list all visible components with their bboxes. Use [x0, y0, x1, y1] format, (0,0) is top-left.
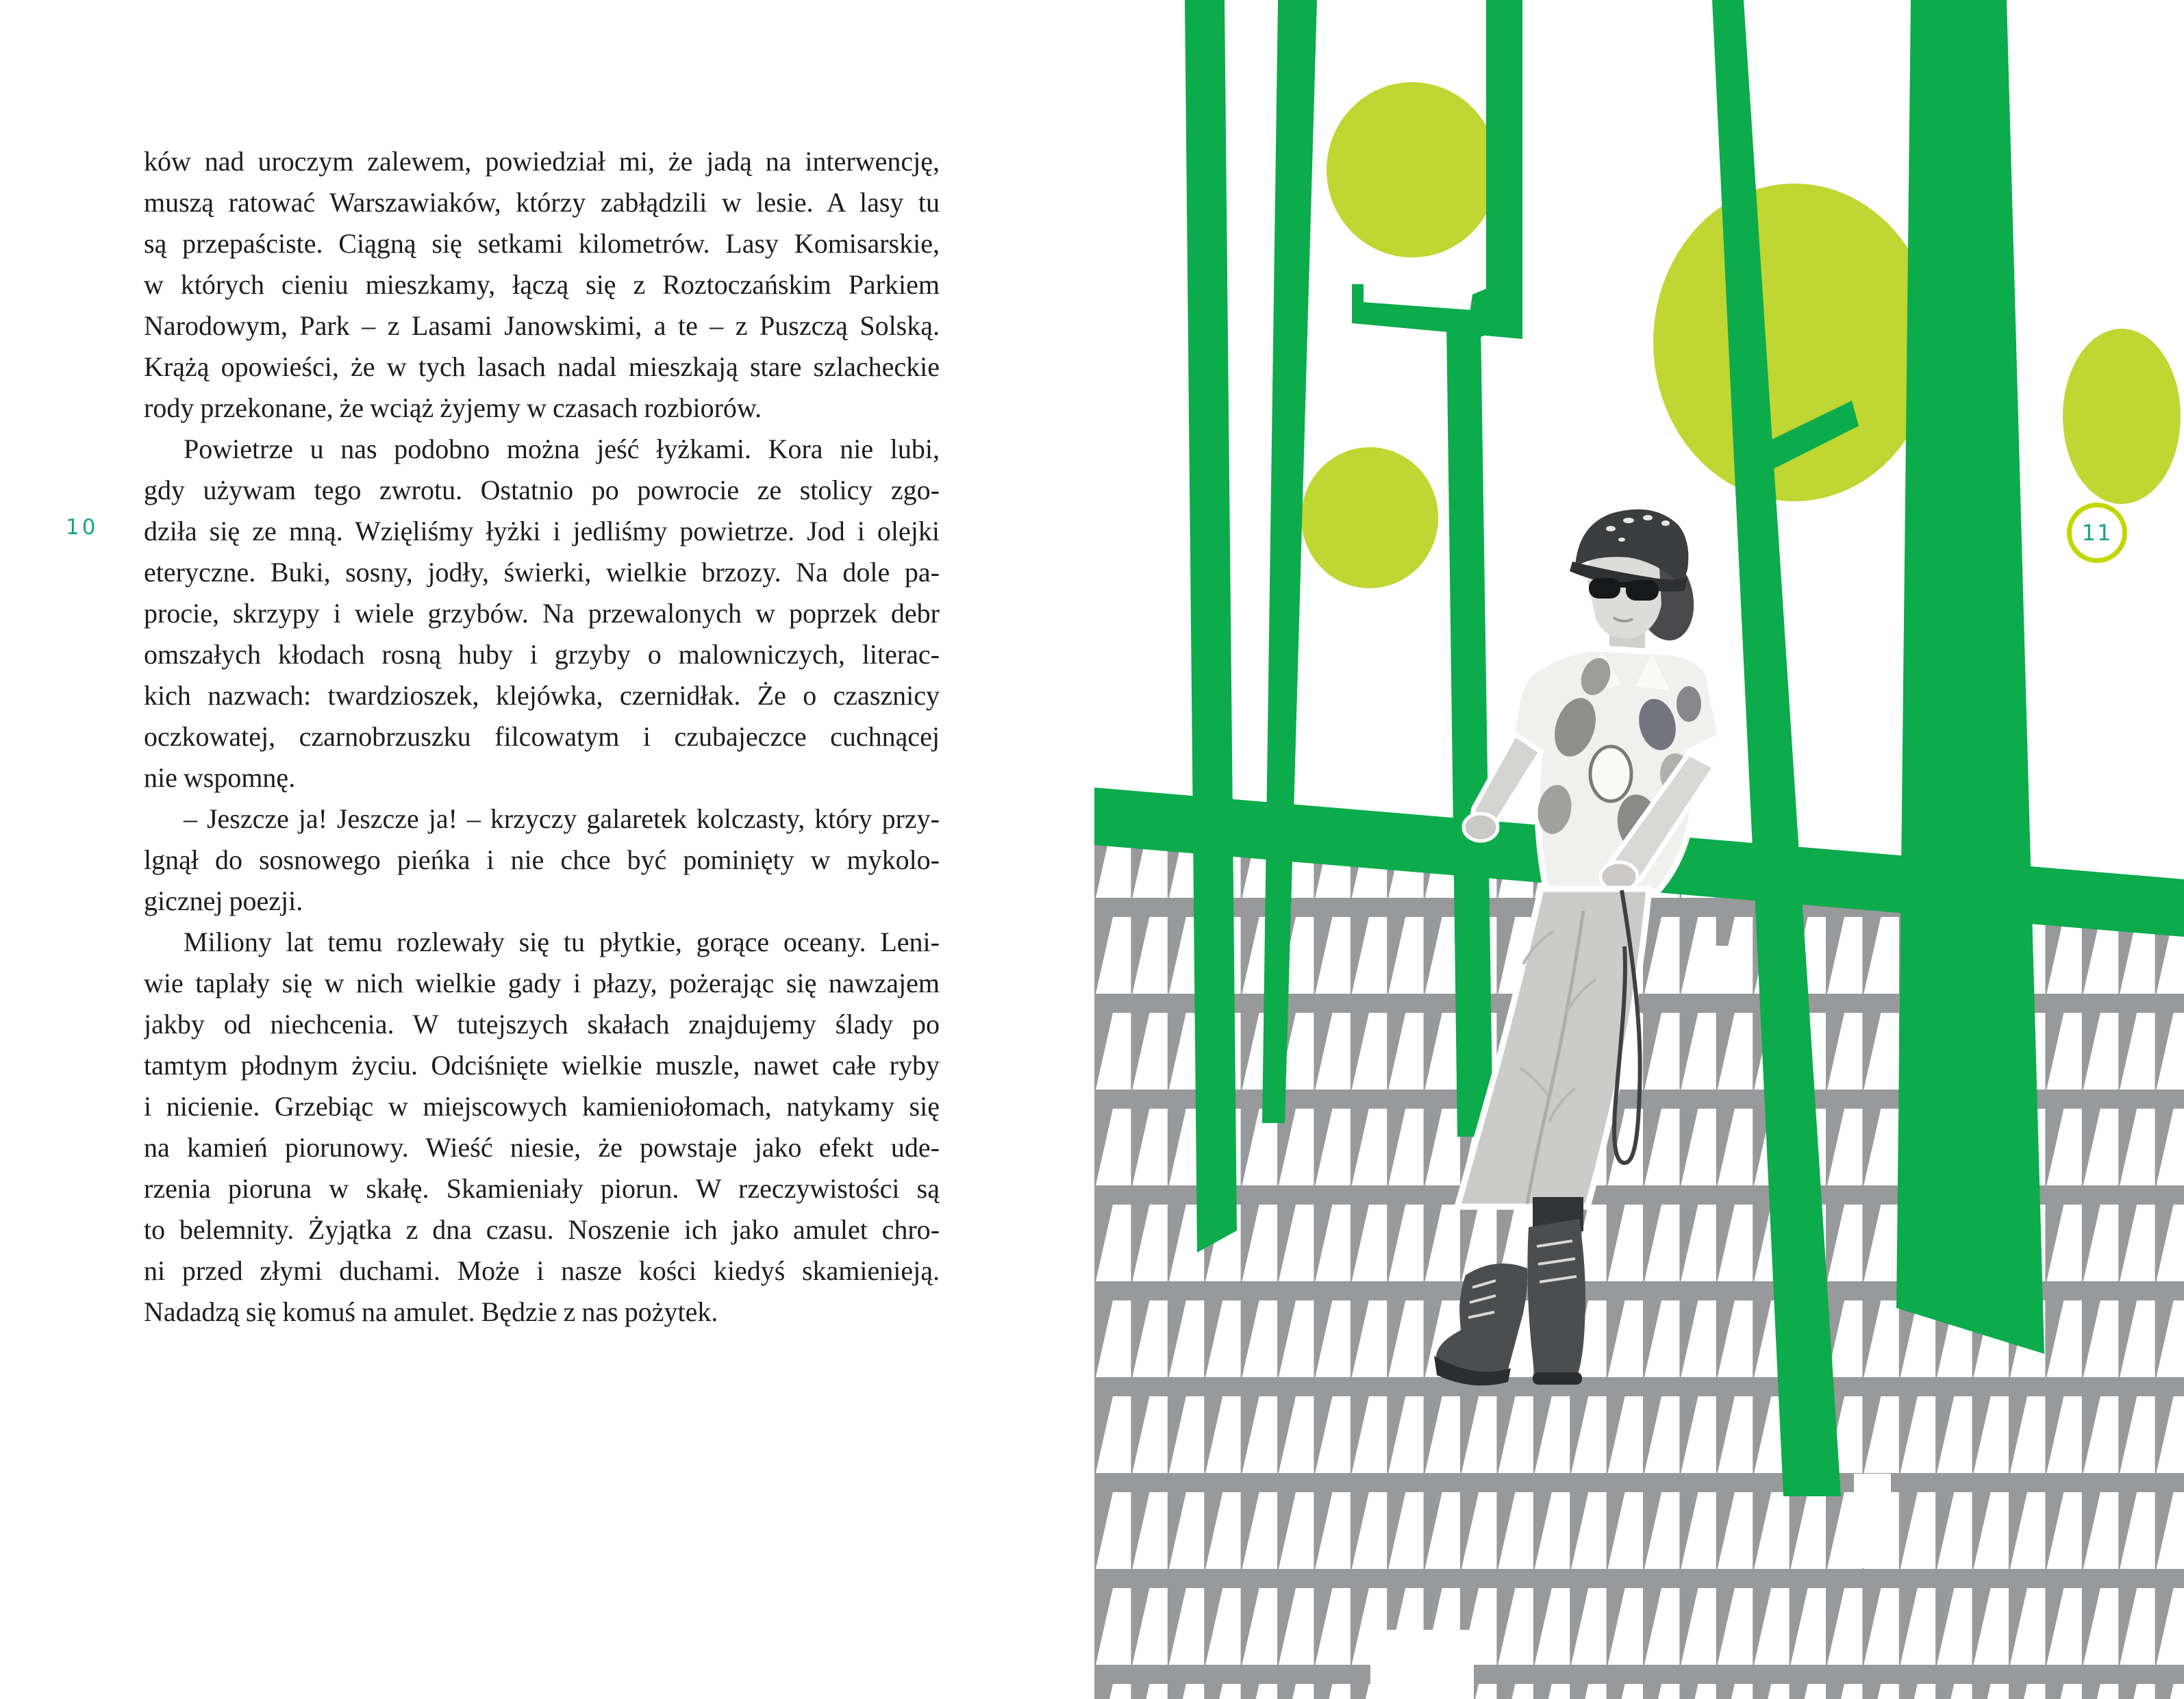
text-line: w których cieniu mieszkamy, łączą się z Roztoczańskim Parkiem	[144, 269, 940, 300]
text-line: Miliony lat temu rozlewały się tu płytkie, gorące oceany. Leni-	[184, 927, 940, 957]
text-line: kich nazwach: twardzioszek, klejówka, czernidłak. Że o czasznicy	[144, 680, 940, 711]
pattern-notch	[1708, 946, 1744, 994]
text-line: są przepaściste. Ciągną się setkami kilometrów. Lasy Komisarskie,	[144, 228, 940, 259]
pattern-notch	[1854, 1474, 1891, 1568]
pattern-notch	[1370, 1630, 1474, 1699]
text-line: rody przekonane, że wciąż żyjemy w czasach rozbiorów.	[144, 392, 762, 423]
text-line: – Jeszcze ja! Jeszcze ja! – krzyczy galaretek kolczasty, który przy-	[184, 803, 940, 834]
text-line: procie, skrzypy i wiele grzybów. Na przewalonych w poprzek debr	[144, 598, 940, 629]
body-text	[144, 141, 940, 1333]
text-line: jakby od niechcenia. W tutejszych skałach znajdujemy ślady po	[144, 1009, 940, 1040]
text-line: Nadadzą się komuś na amulet. Będzie z nas pożytek.	[144, 1296, 718, 1327]
text-line: ków nad uroczym zalewem, powiedział mi, że jadą na interwencję,	[144, 146, 940, 177]
text-line: to belemnity. Żyjątka z dna czasu. Noszenie ich jako amulet chro-	[144, 1214, 940, 1245]
text-line: muszą ratować Warszawiaków, którzy zabłądzili w lesie. A lasy tu	[144, 187, 940, 218]
text-line: nie wspomnę.	[144, 762, 296, 793]
text-line: wie taplały się w nich wielkie gady i płazy, pożerając się nawzajem	[144, 968, 940, 998]
text-line: ni przed złymi duchami. Może i nasze kości kiedyś skamienieją.	[144, 1255, 940, 1286]
page-number-right: 11	[2081, 520, 2113, 546]
text-line: omszałych kłodach rosną huby i grzyby o malowniczych, literac-	[144, 639, 940, 670]
text-line: gicznej poezji.	[144, 885, 303, 916]
text-line: Krążą opowieści, że w tych lasach nadal mieszkają stare szlacheckie	[144, 351, 940, 382]
page-number-left: 10	[66, 515, 99, 540]
text-line: rzenia pioruna w skałę. Skamieniały piorun. W rzeczywistości są	[144, 1173, 940, 1204]
text-line: i nicienie. Grzebiąc w miejscowych kamieniołomach, natykamy się	[144, 1091, 940, 1122]
text-line: lgnął do sosnowego pieńka i nie chce być pominięty w mykolo-	[144, 844, 940, 875]
trunk-wide	[1896, 0, 2044, 1354]
text-line: dziła się ze mną. Wzięliśmy łyżki i jedliśmy powietrze. Jod i olejki	[144, 516, 940, 546]
text-line: eteryczne. Buki, sosny, jodły, świerki, wielkie brzozy. Na dole pa-	[144, 557, 940, 588]
text-line: gdy używam tego zwrotu. Ostatnio po powrocie ze stolicy zgo-	[144, 475, 940, 505]
text-line: Narodowym, Park – z Lasami Janowskimi, a te – z Puszczą Solską.	[144, 310, 940, 341]
text-line: Powietrze u nas podobno można jeść łyżkami. Kora nie lubi,	[184, 433, 940, 464]
text-line: na kamień piorunowy. Wieść niesie, że powstaje jako efekt ude-	[144, 1132, 940, 1163]
page-number-ring	[2067, 503, 2127, 563]
text-line: oczkowatej, czarnobrzuszku filcowatym i czubajeczce cuchnącej	[144, 721, 940, 752]
text-line: tamtym płodnym życiu. Odciśnięte wielkie muszle, nawet całe ryby	[144, 1050, 940, 1081]
